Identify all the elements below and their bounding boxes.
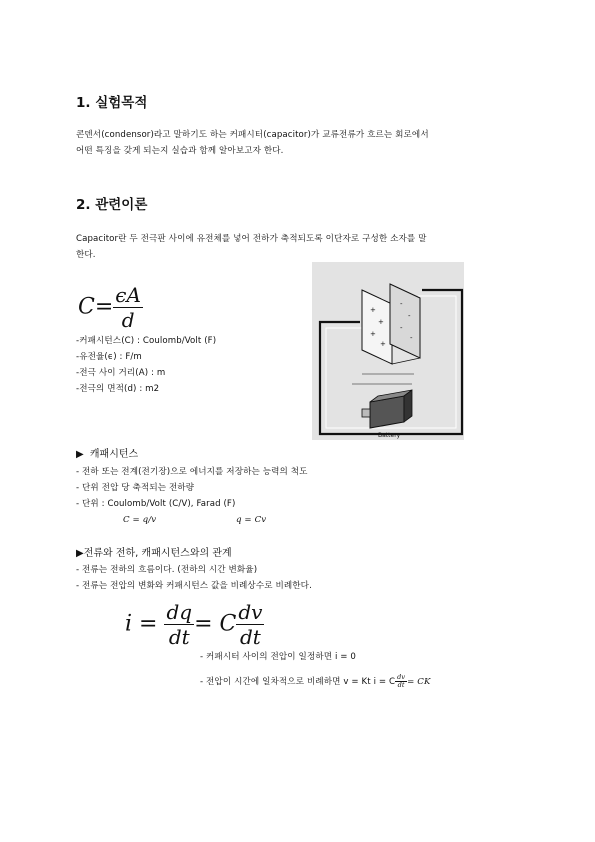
relation-note-1: - 커패시터 사이의 전압이 일정하면 i = 0 xyxy=(200,652,357,662)
svg-text:+: + xyxy=(380,340,386,348)
svg-text:+: + xyxy=(370,330,376,338)
section1-heading: 1. 실험목적 xyxy=(76,95,148,111)
relation-title: 전류와 전하, 캐패시턴스와의 관계 xyxy=(83,548,232,559)
svg-text:-: - xyxy=(400,300,403,308)
capacitance-eq1: C = q/v xyxy=(123,515,157,525)
dv-numerator: dv xyxy=(238,600,263,624)
section2-heading: 2. 관련이론 xyxy=(76,197,148,213)
formula-lhs: C= xyxy=(78,294,114,320)
relation-heading xyxy=(76,544,232,559)
dt-denominator-1: dt xyxy=(168,625,190,649)
definition-distance: -전극 사이 거리(A) : m xyxy=(76,368,166,378)
capacitance-title: 캐패시턴스 xyxy=(89,449,139,460)
current-formula xyxy=(125,600,264,649)
dt-denominator-2: dt xyxy=(239,625,261,649)
relation-item-2: - 전류는 전압의 변화와 커패시턴스 값을 비례상수로 비례한다. xyxy=(76,581,312,591)
formula-numerator: ϵA xyxy=(115,283,141,307)
definition-area: -전극의 면적(d) : m2 xyxy=(76,384,160,394)
svg-text:+: + xyxy=(378,318,384,326)
formula-denominator: d xyxy=(121,308,135,332)
capacitance-heading xyxy=(76,445,138,460)
current-formula-lhs: i = xyxy=(125,611,158,637)
dq-numerator: dq xyxy=(166,600,193,624)
relation-note-2-tail: = CK xyxy=(407,677,431,687)
triangle-marker-icon: ▶ xyxy=(76,449,84,460)
svg-text:+: + xyxy=(370,306,376,314)
relation-note-2-text: - 전압이 시간에 일차적으로 비례하면 v = Kt i = C xyxy=(200,677,396,687)
section2-paragraph-line2: 한다. xyxy=(76,250,96,260)
section1-paragraph-line1: 콘덴서(condensor)라고 말하기도 하는 커패시터(capacitor)가 교류전류가 흐르는 회로에서 xyxy=(76,130,429,140)
capacitance-item-1: - 전하 또는 전계(전기장)으로 에너지를 저장하는 능력의 척도 xyxy=(76,467,308,477)
svg-text:-: - xyxy=(400,324,403,332)
note-dv: dv xyxy=(397,673,406,681)
battery-label: Battery xyxy=(378,432,401,439)
definition-capacitance: -커패시턴스(C) : Coulomb/Volt (F) xyxy=(76,336,217,346)
relation-item-1: - 전류는 전하의 흐름이다. (전하의 시간 변화율) xyxy=(76,565,258,575)
svg-text:-: - xyxy=(408,312,411,320)
triangle-marker-icon: ▶ xyxy=(76,548,84,559)
capacitance-eq2: q = Cv xyxy=(236,515,267,525)
capacitance-item-3: - 단위 : Coulomb/Volt (C/V), Farad (F) xyxy=(76,499,236,509)
section1-paragraph-line2: 어떤 특징을 갖게 되는지 실습과 함께 알아보고자 한다. xyxy=(76,146,284,156)
capacitor-battery-figure xyxy=(312,262,464,440)
section2-paragraph-line1: Capacitor란 두 전극판 사이에 유전체를 넣어 전하가 축적되도록 이단자로 구성한 소자를 말 xyxy=(76,234,427,244)
definition-permittivity: -유전율(ϵ) : F/m xyxy=(76,352,142,362)
capacitance-item-2: - 단위 전압 당 축적되는 전하량 xyxy=(76,483,195,493)
relation-note-2 xyxy=(200,674,431,689)
svg-text:-: - xyxy=(410,334,413,342)
current-formula-mid: = C xyxy=(194,611,237,637)
capacitance-formula xyxy=(78,283,143,332)
note-dt: dt xyxy=(397,681,405,689)
